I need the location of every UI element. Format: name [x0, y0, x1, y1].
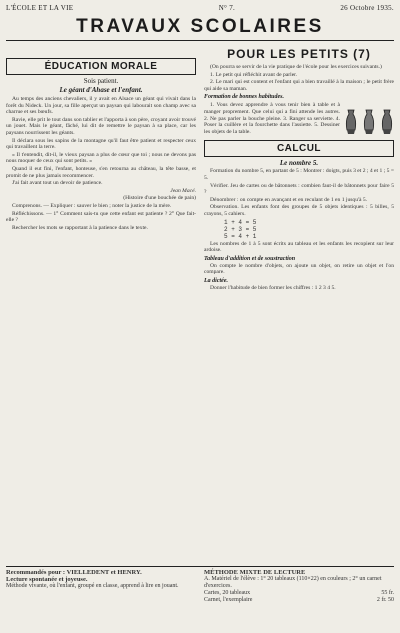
title-rule [6, 40, 394, 41]
right-paragraph: 1. Le petit qui réfléchit avant de parler. [210, 71, 298, 78]
habits-heading: Formation de bonnes habitudes. [204, 94, 285, 101]
content-columns [6, 44, 394, 564]
diagram-line: 1 + 4 = 5 [224, 218, 257, 226]
price-value: 2 fr. 50 [376, 597, 394, 603]
dictation-heading: La dictée. [204, 277, 228, 284]
ad-right [204, 569, 394, 604]
calcul-paragraph: Formation du nombre 5, en partant de 5 : Montrer : doigts, puis 3 et 2 ; 4 et 1 ; 5 = 5. [204, 168, 394, 181]
comprehension-paragraph: Comprenons. — Expliquer : sauver le bien ; noter la justice de la mère. [12, 202, 172, 209]
section-for-little-ones: POUR LES PETITS (7) [227, 47, 371, 61]
story-paragraph: Il déclara sous les sapins de la montagne qu'il faut être patient et respecter ceux qui travaillent la terre. [6, 137, 196, 151]
calcul-subhead: Le nombre 5. [279, 159, 319, 168]
ad-left-title: Lecture spontanée et joyeuse. [6, 576, 88, 583]
issue-date: 26 Octobre 1935. [340, 4, 394, 12]
price-value: 55 fr. [381, 590, 394, 596]
calcul-paragraph: Observation. Les enfants font des groupes de 5 objets identiques : 5 billes, 5 crayons, 5 cahiers. [204, 204, 394, 217]
calcul-diagram [204, 219, 394, 240]
vase-illustration-icon [380, 108, 394, 136]
left-column [6, 44, 196, 564]
right-column [204, 44, 394, 564]
calcul-paragraph: Dénombrer : on compte en avançant et en reculant de 1 en 1 jusqu'à 5. [210, 196, 368, 203]
diagram-line: 5 = 4 + 1 [224, 232, 257, 240]
vase-illustration-icon [362, 108, 376, 136]
calcul-paragraph: Les nombres de 1 à 5 sont écrits au tableau et les enfants les recopient sur leur ardoise. [204, 240, 394, 254]
price-label: Cartes, 20 tableaux [204, 590, 251, 596]
habits-text: 1. Vous devez apprendre à vous tenir bien à table et à manger proprement. Que celui qui a fini attende les autres. 2. Ne pas parler la bouche pleine. 3. Ranger sa serviette. 4. Poser la cuillère et la fourchette dans l'assiette. 5. Dessiner les objets de la table. [204, 102, 340, 135]
story-paragraph: « Il t'entendit, dit-il, le vieux paysan a plus de cœur que toi ; nous ne devons pas nous moquer de ceux qui sont petits. » [6, 151, 196, 165]
story-author: Jean Macé. [170, 187, 196, 194]
page-header [6, 4, 394, 14]
issue-number: N° 7. [218, 4, 236, 12]
right-paragraph: (On pourra se servir de la vie pratique de l'école pour les exercices suivants.) [210, 64, 382, 70]
table-text: On compte le nombre d'objets, on ajoute un objet, on retire un objet et l'on compare. [204, 262, 394, 276]
reflection-paragraph: Réfléchissons. — 1° Comment sais-tu que cette enfant est patiente ? 2° Que fait-elle ? [6, 210, 196, 224]
price-row [204, 590, 394, 597]
ad-right-heading: MÉTHODE MIXTE DE LECTURE [204, 569, 306, 576]
story-title: Le géant d'Ahase et l'enfant. [59, 86, 143, 94]
ad-left-text: Méthode vivante, où l'enfant, groupé en classe, apprend à lire en jouant. [6, 583, 179, 589]
habits-block [204, 102, 394, 136]
price-row [204, 597, 394, 604]
vase-illustration-icon [344, 108, 358, 136]
story-paragraph: Au temps des anciens chevaliers, il y avait en Alsace un géant qui vivait dans la forêt du Nideck. Un jour, sa fille aperçut un paysan qui labourait son champ avec sa charrue et ses bœufs. [6, 96, 196, 116]
story-paragraph: J'ai fait avant tout un devoir de patience. [12, 180, 103, 187]
ad-left [6, 569, 196, 604]
page-title: TRAVAUX SCOLAIRES [76, 16, 324, 37]
section-moral-education: ÉDUCATION MORALE [6, 58, 196, 75]
calcul-paragraph: Vérifier. Jeu de cartes ou de bâtonnets : combien faut-il de bâtonnets pour faire 5 ? [204, 182, 394, 196]
section-calcul: CALCUL [204, 140, 394, 157]
table-heading: Tableau d'addition et de soustraction [204, 255, 296, 262]
dictation-text: Donner l'habitude de bien former les chiffres : 1 2 3 4 5. [210, 284, 336, 291]
story-source: (Histoire d'une bouchée de pain) [123, 195, 196, 202]
ad-left-heading: Recommandés pour : VIELLEDENT et HENRY. [6, 569, 142, 576]
journal-name: L'ÉCOLE ET LA VIE [6, 4, 74, 12]
right-paragraph: 2. Le mari qui est content et l'enfant qui a bien travaillé à la maison ; le petit frère qui aide sa maman. [204, 79, 394, 92]
exercise-paragraph: Rechercher les mots se rapportant à la patience dans le texte. [12, 224, 148, 231]
price-label: Carnet, l'exemplaire [204, 597, 253, 603]
bottom-advertisement [6, 566, 394, 604]
diagram-line: 2 + 3 = 5 [224, 225, 257, 233]
lesson-subhead: Sois patient. [83, 77, 119, 85]
story-paragraph: Ravie, elle prit le tout dans son tablier et l'apporta à son père, croyant avoir trouvé un jouet. Mais le géant, fâché, lui dit de remettre le paysan à sa place, car les paysans nourrissent les géants. [6, 116, 196, 136]
story-paragraph: Quand il eut fini, l'enfant, honteuse, s'en retourna au château, la tête basse, et promit de ne plus jamais recommencer. [6, 165, 196, 179]
ad-right-text: A. Matériel de l'élève : 1° 20 tableaux (110×22) en couleurs ; 2° un carnet d'exercices. [204, 576, 382, 589]
